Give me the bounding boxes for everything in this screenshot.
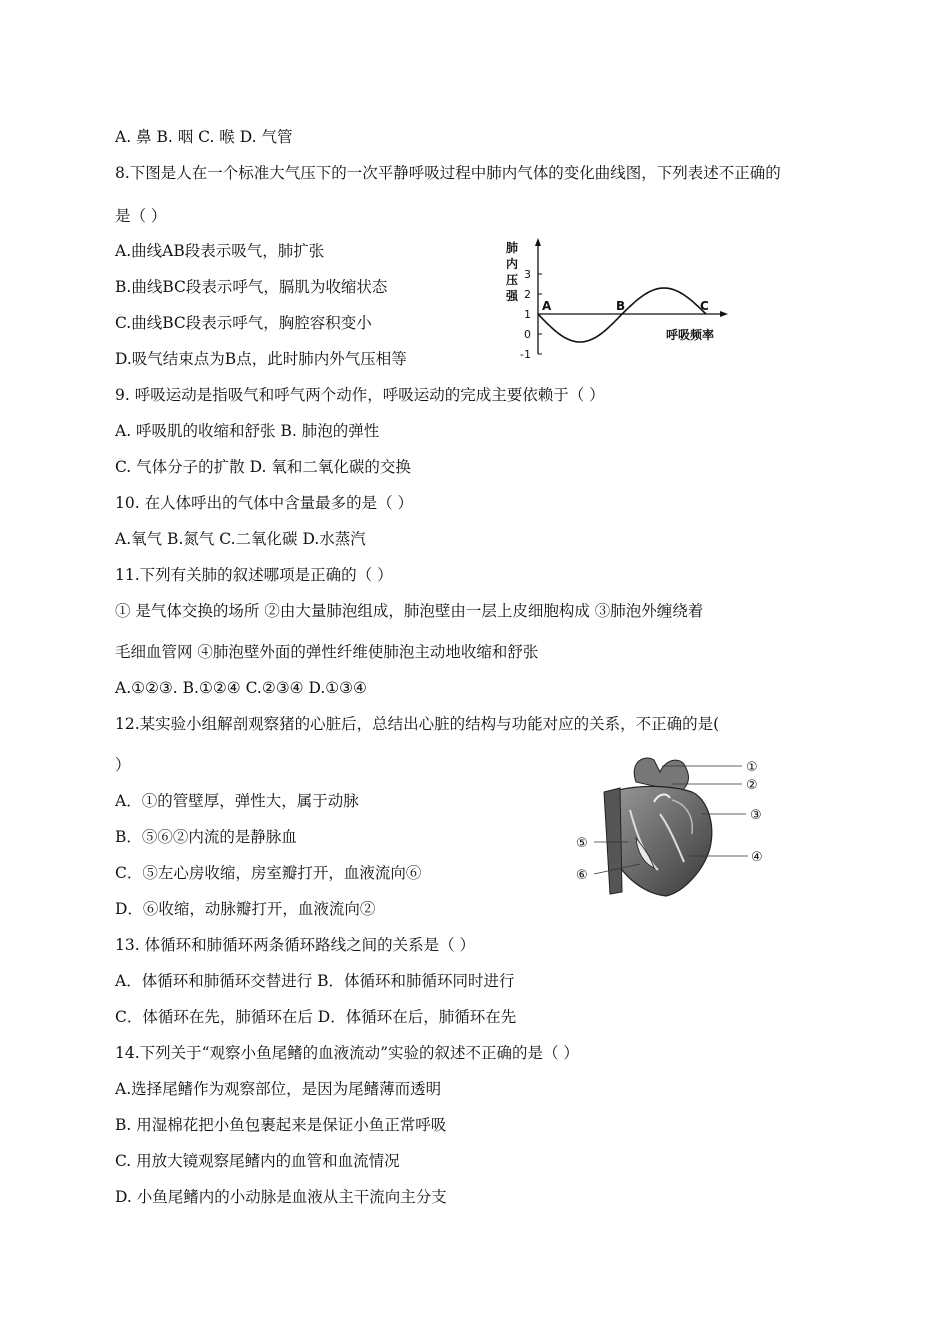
- q11-statement-1: ① 是气体交换的场所 ②由大量肺泡组成，肺泡壁由一层上皮细胞构成 ③肺泡外缠绕着: [115, 602, 704, 620]
- q11-stem: 11.下列有关肺的叙述哪项是正确的（ ）: [115, 566, 393, 584]
- q12-stem-2: ）: [115, 756, 131, 774]
- label-5: ⑤: [576, 836, 588, 851]
- label-2: ②: [746, 778, 758, 793]
- label-3: ③: [750, 808, 762, 823]
- q11-options: A.①②③. B.①②④ C.②③④ D.①③④: [115, 679, 367, 697]
- q12-option-c: C．⑤左心房收缩，房室瓣打开，血液流向⑥: [115, 864, 422, 882]
- y-axis-label-3: 压: [506, 273, 519, 287]
- q8-option-b: B.曲线BC段表示呼气，膈肌为收缩状态: [115, 278, 388, 296]
- q12-stem-1: 12.某实验小组解剖观察猪的心脏后，总结出心脏的结构与功能对应的关系，不正确的是(: [115, 715, 720, 733]
- label-4: ④: [751, 850, 763, 865]
- q11-statement-2: 毛细血管网 ④肺泡壁外面的弹性纤维使肺泡主动地收缩和舒张: [115, 643, 539, 661]
- q12-option-b: B．⑤⑥②内流的是静脉血: [115, 828, 297, 846]
- point-label-c: C: [700, 299, 709, 313]
- q9-options-ab: A. 呼吸肌的收缩和舒张 B. 肺泡的弹性: [115, 422, 380, 440]
- x-axis-label: 呼吸频率: [666, 328, 715, 342]
- y-tick-label: 0: [524, 328, 531, 341]
- y-tick-label: 3: [524, 268, 531, 281]
- y-axis-label-1: 肺: [506, 241, 519, 255]
- q10-stem: 10. 在人体呼出的气体中含量最多的是（ ）: [115, 494, 414, 512]
- q9-options-cd: C. 气体分子的扩散 D. 氧和二氧化碳的交换: [115, 458, 411, 476]
- q8-stem-1: 8.下图是人在一个标准大气压下的一次平静呼吸过程中肺内气体的变化曲线图，下列表述不正确的: [115, 164, 781, 182]
- q7-options: A. 鼻 B. 咽 C. 喉 D. 气管: [115, 128, 293, 146]
- q13-options-ab: A．体循环和肺循环交替进行 B．体循环和肺循环同时进行: [115, 972, 515, 990]
- y-tick-label: 1: [524, 308, 531, 321]
- y-tick-label: 2: [524, 288, 531, 301]
- q14-option-c: C. 用放大镜观察尾鳍内的血管和血流情况: [115, 1152, 400, 1170]
- q10-options: A.氧气 B.氮气 C.二氧化碳 D.水蒸汽: [115, 530, 366, 548]
- q12-option-d: D．⑥收缩，动脉瓣打开，血液流向②: [115, 900, 376, 918]
- q8-stem-2: 是（ ）: [115, 207, 167, 225]
- q13-options-cd: C．体循环在先，肺循环在后 D．体循环在后，肺循环在先: [115, 1008, 517, 1026]
- label-1: ①: [746, 760, 758, 775]
- heart-diagram: [574, 752, 774, 900]
- q14-stem: 14.下列关于“观察小鱼尾鳍的血液流动”实验的叙述不正确的是（ ）: [115, 1044, 579, 1062]
- label-6: ⑥: [576, 868, 588, 883]
- q13-stem: 13. 体循环和肺循环两条循环路线之间的关系是（ ）: [115, 936, 476, 954]
- y-axis-label-2: 内: [506, 257, 519, 271]
- x-axis-arrow: [720, 311, 728, 317]
- y-axis-arrow: [535, 238, 541, 246]
- point-label-b: B: [616, 299, 626, 313]
- lung-pressure-chart: [506, 238, 728, 370]
- q14-option-d: D. 小鱼尾鳍内的小动脉是血液从主干流向主分支: [115, 1188, 447, 1206]
- y-axis-label-4: 强: [506, 289, 519, 303]
- q14-option-a: A.选择尾鳍作为观察部位，是因为尾鳍薄而透明: [115, 1080, 442, 1098]
- q8-option-a: A.曲线AB段表示吸气，肺扩张: [115, 242, 325, 260]
- q8-option-c: C.曲线BC段表示呼气，胸腔容积变小: [115, 314, 372, 332]
- q12-option-a: A．①的管壁厚，弹性大，属于动脉: [115, 792, 359, 810]
- q9-stem: 9. 呼吸运动是指吸气和呼气两个动作，呼吸运动的完成主要依赖于（ ）: [115, 386, 605, 404]
- q14-option-b: B. 用湿棉花把小鱼包裹起来是保证小鱼正常呼吸: [115, 1116, 447, 1134]
- y-tick-label: -1: [520, 348, 531, 361]
- q8-option-d: D.吸气结束点为B点，此时肺内外气压相等: [115, 350, 407, 368]
- point-label-a: A: [542, 299, 552, 313]
- heart-illustration: [604, 758, 712, 896]
